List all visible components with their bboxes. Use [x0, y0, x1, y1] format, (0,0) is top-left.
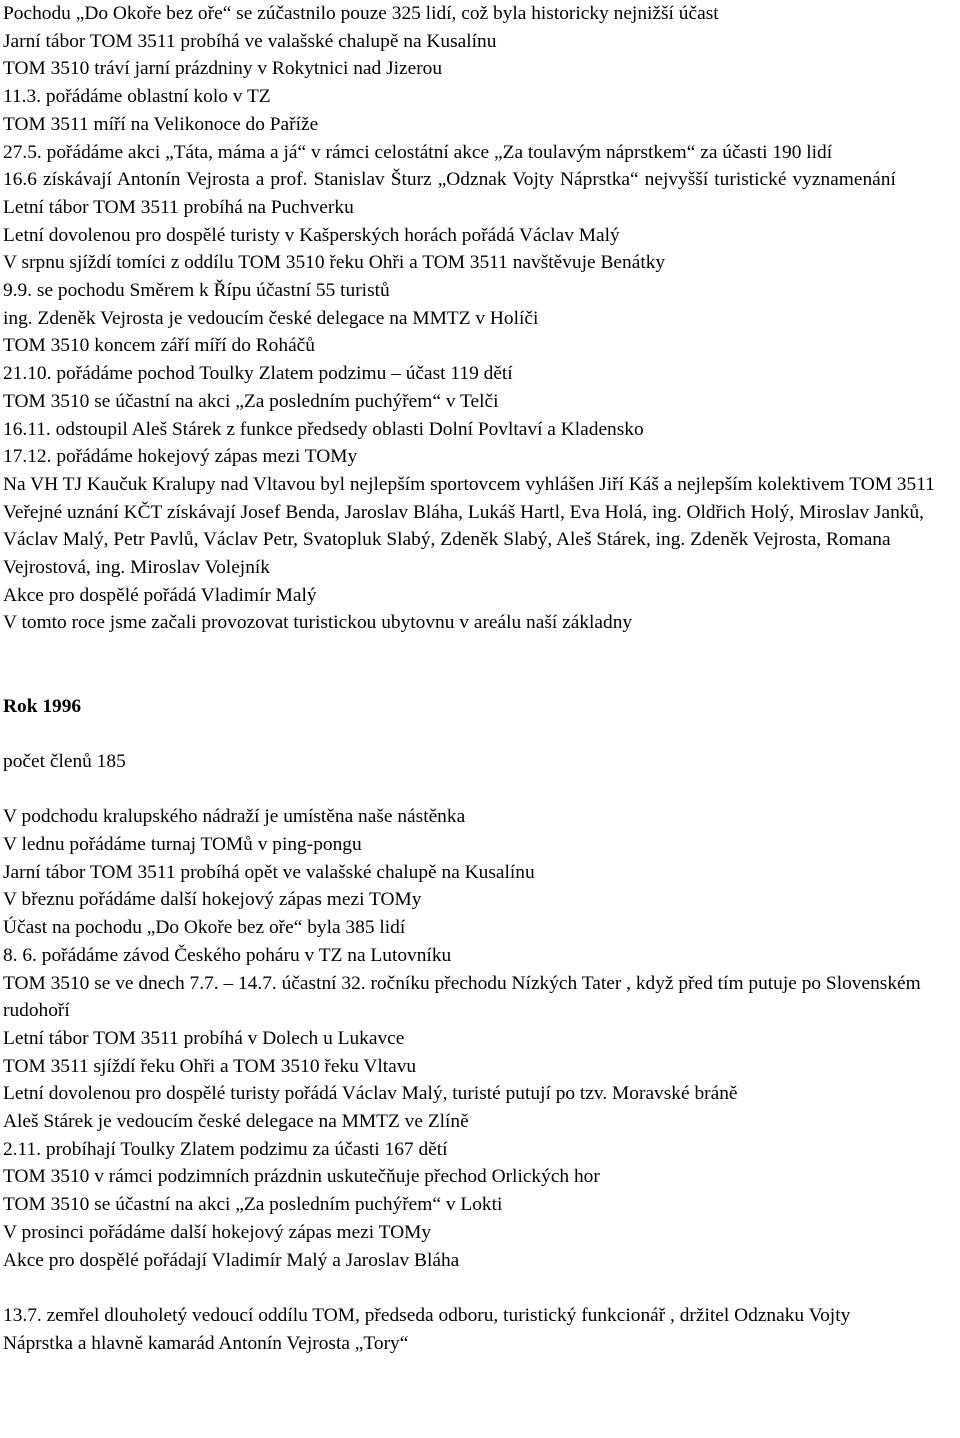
paragraph: ing. Zdeněk Vejrosta je vedoucím české delegace na MMTZ v Holíči: [3, 307, 539, 329]
paragraph: 21.10. pořádáme pochod Toulky Zlatem podzimu – účast 119 dětí: [3, 363, 513, 385]
paragraph: Letní tábor TOM 3511 probíhá v Dolech u Lukavce: [3, 1027, 405, 1049]
paragraph: Aleš Stárek je vedoucím české delegace na MMTZ ve Zlíně: [3, 1111, 469, 1133]
memorial-paragraph: 13.7. zemřel dlouholetý vedoucí oddílu TOM, předseda odboru, turistický funkcionář , držitel Odznaku Vojty Náprstka a hlavně kamarád Antonín Vejrosta „Tory“: [3, 1304, 851, 1354]
paragraph: TOM 3510 se účastní na akci „Za posledním puchýřem“ v Lokti: [3, 1194, 503, 1216]
paragraph: 17.12. pořádáme hokejový zápas mezi TOMy: [3, 446, 358, 468]
paragraph: Akce pro dospělé pořádají Vladimír Malý a Jaroslav Bláha: [3, 1249, 460, 1271]
paragraph: Veřejné uznání KČT získávají Josef Benda, Jaroslav Bláha, Lukáš Hartl, Eva Holá, ing. Oldřich Holý, Miroslav Janků, Václav Malý, Petr Pavlů, Václav Petr, Svatopluk Slabý, Zdeněk Slabý, Aleš Stárek, ing. Zdeněk Vejrosta, Romana Vejrostová, ing. Miroslav Volejník: [3, 501, 925, 579]
paragraph: V lednu pořádáme turnaj TOMů v ping-pongu: [3, 834, 362, 856]
paragraph: TOM 3510 koncem září míří do Roháčů: [3, 335, 315, 357]
paragraph: V prosinci pořádáme další hokejový zápas mezi TOMy: [3, 1221, 432, 1243]
spacer: [3, 776, 957, 804]
paragraph: TOM 3510 se ve dnech 7.7. – 14.7. účastní 32. ročníku přechodu Nízkých Tater , když před tím putuje po Slovenském rudohoří: [3, 972, 921, 1022]
paragraph: V březnu pořádáme další hokejový zápas mezi TOMy: [3, 889, 422, 911]
year-heading: Rok 1996: [3, 695, 82, 717]
member-count: počet členů 185: [3, 750, 126, 772]
paragraph: Pochodu „Do Okoře bez oře“ se zúčastnilo pouze 325 lidí, což byla historicky nejnižší účast: [3, 3, 719, 24]
paragraph: 16.6 získávají Antonín Vejrosta a prof. Stanislav Šturz „Odznak Vojty Náprstka“ nejvyšší turistické vyznamenání: [3, 169, 896, 191]
spacer: [3, 720, 957, 748]
paragraph: Jarní tábor TOM 3511 probíhá ve valašské chalupě na Kusalínu: [3, 30, 497, 52]
paragraph: V tomto roce jsme začali provozovat turistickou ubytovnu v areálu naší základny: [3, 612, 633, 634]
paragraph: V srpnu sjíždí tomíci z oddílu TOM 3510 řeku Ohři a TOM 3511 navštěvuje Benátky: [3, 252, 666, 274]
paragraph: TOM 3511 sjíždí řeku Ohři a TOM 3510 řeku Vltavu: [3, 1055, 417, 1077]
paragraph: 2.11. probíhají Toulky Zlatem podzimu za účasti 167 dětí: [3, 1138, 448, 1160]
spacer: [3, 637, 957, 692]
paragraph: Na VH TJ Kaučuk Kralupy nad Vltavou byl nejlepším sportovcem vyhlášen Jiří Káš a nejlepším kolektivem TOM 3511: [3, 473, 935, 495]
document-page: [3, 0, 957, 1357]
paragraph: Akce pro dospělé pořádá Vladimír Malý: [3, 584, 317, 606]
paragraph: 11.3. pořádáme oblastní kolo v TZ: [3, 86, 271, 108]
paragraph: 8. 6. pořádáme závod Českého poháru v TZ na Lutovníku: [3, 944, 452, 966]
paragraph: Jarní tábor TOM 3511 probíhá opět ve valašské chalupě na Kusalínu: [3, 861, 535, 883]
paragraph: 9.9. se pochodu Směrem k Řípu účastní 55 turistů: [3, 280, 390, 302]
paragraph: 16.11. odstoupil Aleš Stárek z funkce předsedy oblasti Dolní Povltaví a Kladensko: [3, 418, 644, 440]
paragraph: Letní tábor TOM 3511 probíhá na Puchverku: [3, 196, 354, 218]
paragraph: 27.5. pořádáme akci „Táta, máma a já“ v rámci celostátní akce „Za toulavým náprstkem“ za účasti 190 lidí: [3, 141, 833, 163]
paragraph: V podchodu kralupského nádraží je umístěna naše nástěnka: [3, 806, 466, 828]
paragraph: TOM 3510 v rámci podzimních prázdnin uskutečňuje přechod Orlických hor: [3, 1166, 600, 1188]
section-1996: [3, 803, 957, 1274]
section-1995: [3, 0, 957, 637]
paragraph: TOM 3510 se účastní na akci „Za posledním puchýřem“ v Telči: [3, 390, 499, 412]
paragraph: TOM 3510 tráví jarní prázdniny v Rokytnici nad Jizerou: [3, 58, 443, 80]
spacer: [3, 1274, 957, 1302]
paragraph: Letní dovolenou pro dospělé turisty pořádá Václav Malý, turisté putují po tzv. Moravské bráně: [3, 1083, 738, 1105]
paragraph: Letní dovolenou pro dospělé turisty v Kašperských horách pořádá Václav Malý: [3, 224, 620, 246]
paragraph: Účast na pochodu „Do Okoře bez oře“ byla 385 lidí: [3, 917, 406, 939]
paragraph: TOM 3511 míří na Velikonoce do Paříže: [3, 113, 319, 135]
